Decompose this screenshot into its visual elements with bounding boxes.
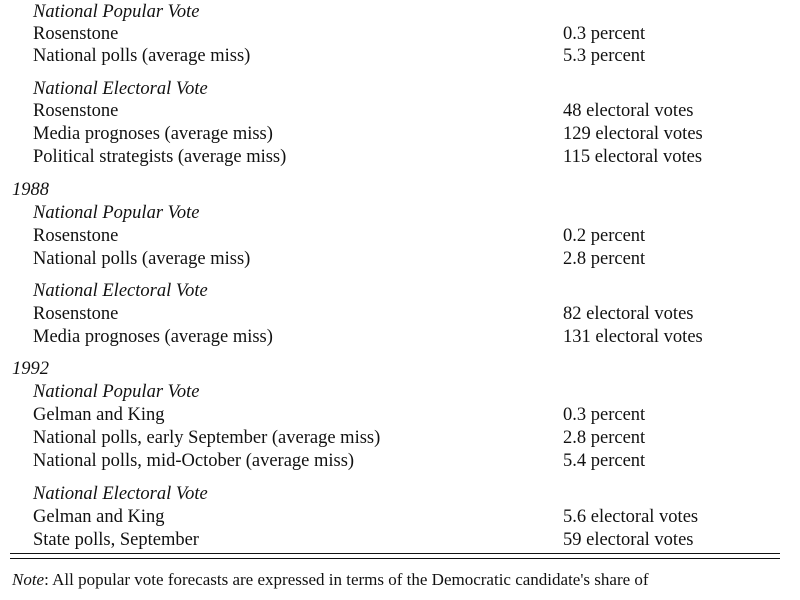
- row-label: Media prognoses (average miss): [33, 327, 273, 347]
- row-label: National polls (average miss): [33, 249, 251, 269]
- table-bottom-rule: [10, 553, 780, 554]
- row-value: 115 electoral votes: [563, 147, 703, 167]
- row-label: National polls (average miss): [33, 46, 251, 66]
- row-label: Political strategists (average miss): [33, 147, 287, 167]
- row-value: 0.3 percent: [563, 405, 646, 425]
- row-value: 5.4 percent: [563, 451, 646, 471]
- group-title: National Electoral Vote: [33, 79, 208, 99]
- row-value: 59 electoral votes: [563, 530, 694, 550]
- note-text: : All popular vote forecasts are expressed in terms of the Democratic candidate's share of: [44, 570, 649, 589]
- year-heading: 1992: [12, 359, 49, 379]
- row-label: Gelman and King: [33, 507, 165, 527]
- row-label: National polls, mid-October (average miss): [33, 451, 355, 471]
- row-value: 5.6 electoral votes: [563, 507, 699, 527]
- row-value: 82 electoral votes: [563, 304, 694, 324]
- table-bottom-rule: [10, 558, 780, 559]
- row-label: Rosenstone: [33, 101, 119, 121]
- row-label: Rosenstone: [33, 304, 119, 324]
- row-value: 48 electoral votes: [563, 101, 694, 121]
- group-title: National Electoral Vote: [33, 484, 208, 504]
- year-heading: 1988: [12, 180, 49, 200]
- row-value: 131 electoral votes: [563, 327, 703, 347]
- row-label: Rosenstone: [33, 226, 119, 246]
- group-title: National Electoral Vote: [33, 281, 208, 301]
- row-label: State polls, September: [33, 530, 199, 550]
- row-label: Rosenstone: [33, 24, 119, 44]
- table-note: [12, 569, 782, 591]
- group-title: National Popular Vote: [33, 382, 200, 402]
- row-value: 2.8 percent: [563, 428, 646, 448]
- note-label: Note: [12, 570, 45, 589]
- row-value: 129 electoral votes: [563, 124, 703, 144]
- group-title: National Popular Vote: [33, 203, 200, 223]
- row-label: Media prognoses (average miss): [33, 124, 273, 144]
- row-value: 0.2 percent: [563, 226, 646, 246]
- row-label: National polls, early September (average miss): [33, 428, 381, 448]
- row-value: 5.3 percent: [563, 46, 646, 66]
- row-value: 2.8 percent: [563, 249, 646, 269]
- row-value: 0.3 percent: [563, 24, 646, 44]
- row-label: Gelman and King: [33, 405, 165, 425]
- group-title: National Popular Vote: [33, 2, 200, 22]
